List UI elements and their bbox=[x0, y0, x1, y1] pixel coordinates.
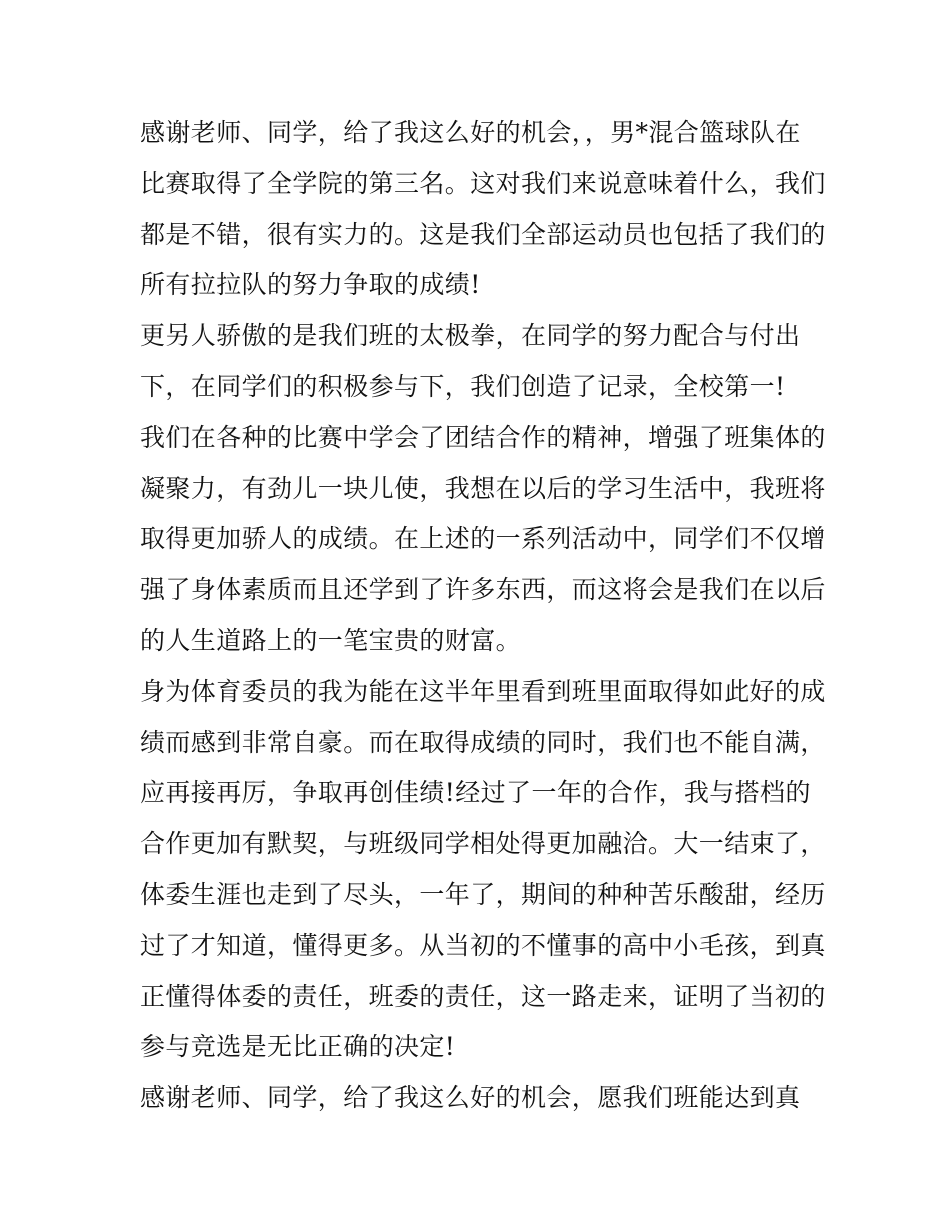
text-line: 我们在各种的比赛中学会了团结合作的精神，增强了班集体的 bbox=[140, 422, 826, 452]
text-line: 都是不错，很有实力的。这是我们全部运动员也包括了我们的 bbox=[140, 219, 826, 249]
text-line: 感谢老师、同学，给了我这么好的机会，愿我们班能达到真 bbox=[140, 1083, 801, 1113]
text-line: 正懂得体委的责任，班委的责任，这一路走来，证明了当初的 bbox=[140, 981, 826, 1011]
document-page bbox=[140, 108, 826, 1124]
text-line: 绩而感到非常自豪。而在取得成绩的同时，我们也不能自满， bbox=[140, 727, 826, 757]
text-line: 体委生涯也走到了尽头，一年了，期间的种种苦乐酸甜，经历 bbox=[140, 879, 826, 909]
text-line: 身为体育委员的我为能在这半年里看到班里面取得如此好的成 bbox=[140, 676, 826, 706]
text-line: 所有拉拉队的努力争取的成绩! bbox=[140, 270, 481, 300]
text-line: 强了身体素质而且还学到了许多东西，而这将会是我们在以后 bbox=[140, 575, 826, 605]
text-line: 参与竞选是无比正确的决定! bbox=[140, 1032, 456, 1062]
text-line: 比赛取得了全学院的第三名。这对我们来说意味着什么，我们 bbox=[140, 168, 826, 198]
text-line: 取得更加骄人的成绩。在上述的一系列活动中，同学们不仅增 bbox=[140, 524, 826, 554]
text-line: 的人生道路上的一笔宝贵的财富。 bbox=[140, 625, 522, 655]
text-line: 应再接再厉，争取再创佳绩!经过了一年的合作，我与搭档的 bbox=[140, 778, 811, 808]
text-line: 过了才知道，懂得更多。从当初的不懂事的高中小毛孩，到真 bbox=[140, 930, 826, 960]
text-line: 感谢老师、同学，给了我这么好的机会，，男*混合篮球队在 bbox=[140, 118, 801, 147]
text-line: 凝聚力，有劲儿一块儿使，我想在以后的学习生活中，我班将 bbox=[140, 473, 826, 503]
text-line: 合作更加有默契，与班级同学相处得更加融洽。大一结束了， bbox=[140, 829, 826, 859]
text-line: 下，在同学们的积极参与下，我们创造了记录，全校第一! bbox=[140, 371, 786, 401]
text-line: 更另人骄傲的是我们班的太极拳，在同学的努力配合与付出 bbox=[140, 321, 801, 351]
